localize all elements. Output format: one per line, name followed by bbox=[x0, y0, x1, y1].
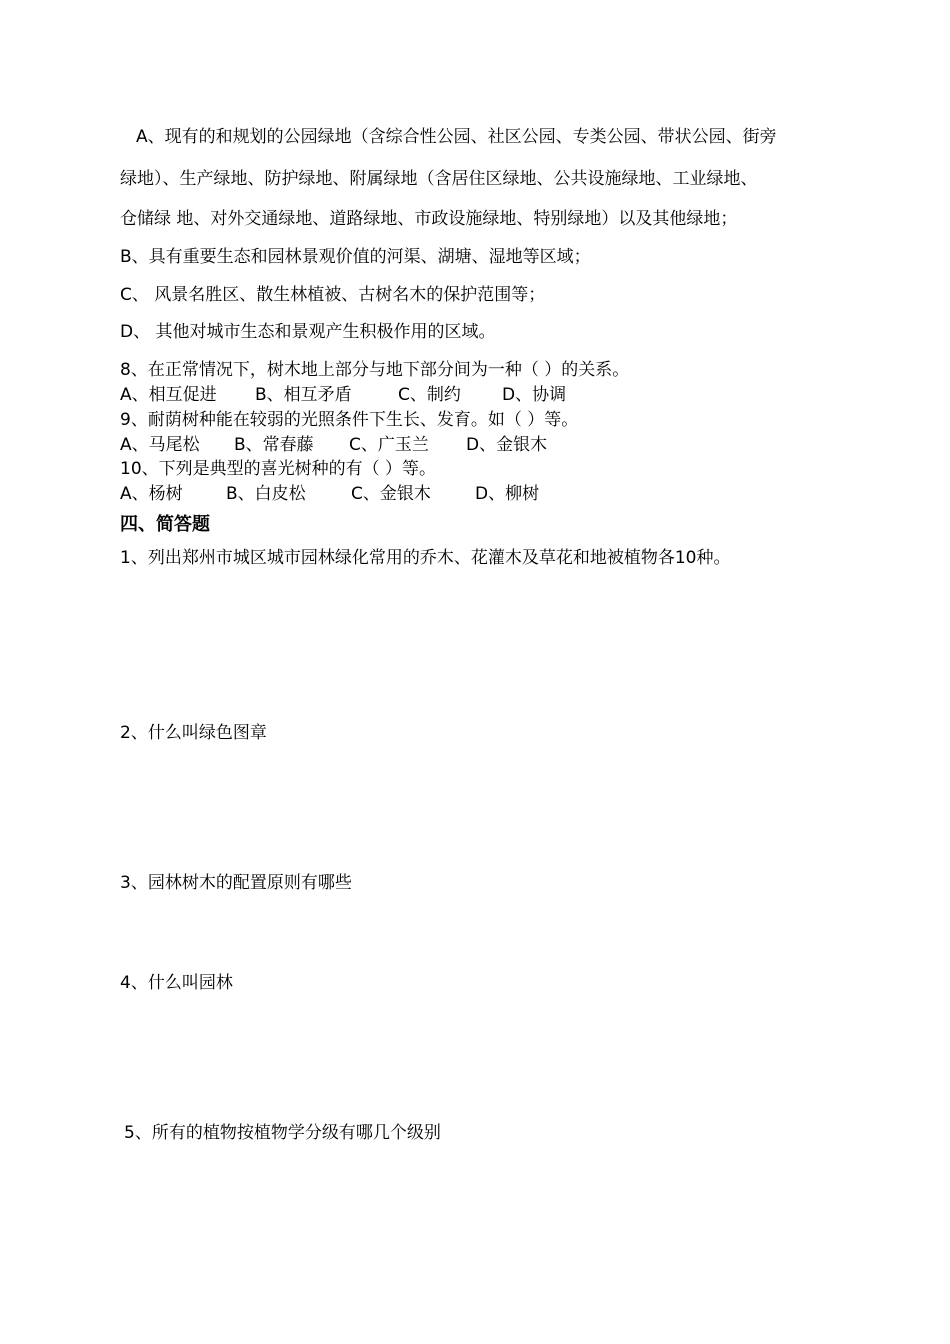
option-a-line-1: A、现有的和规划的公园绿地（含综合性公园、社区公园、专类公园、带状公园、街旁 bbox=[136, 127, 777, 147]
question-8-stem: 8、在正常情况下，树木地上部分与地下部分间为一种（ ）的关系。 bbox=[120, 360, 630, 380]
short-answer-question-5: 5、所有的植物按植物学分级有哪几个级别 bbox=[124, 1123, 441, 1143]
q9-option-c: C、广玉兰 bbox=[349, 435, 429, 455]
q8-option-d: D、协调 bbox=[502, 385, 567, 405]
q10-option-b: B、白皮松 bbox=[226, 484, 306, 504]
q9-option-b: B、常春藤 bbox=[234, 435, 314, 455]
short-answer-question-3: 3、园林树木的配置原则有哪些 bbox=[120, 873, 352, 893]
option-b: B、具有重要生态和园林景观价值的河渠、湖塘、湿地等区域； bbox=[120, 247, 591, 267]
short-answer-question-4: 4、什么叫园林 bbox=[120, 973, 233, 993]
q9-option-d: D、金银木 bbox=[466, 435, 548, 455]
option-d: D、 其他对城市生态和景观产生积极作用的区域。 bbox=[120, 322, 496, 342]
q8-option-b: B、相互矛盾 bbox=[255, 385, 352, 405]
q10-option-c: C、金银木 bbox=[351, 484, 431, 504]
question-8-options bbox=[120, 384, 566, 406]
question-10-stem: 10、下列是典型的喜光树种的有（ ）等。 bbox=[120, 459, 437, 479]
q8-option-c: C、制约 bbox=[398, 385, 461, 405]
q8-option-a: A、相互促进 bbox=[120, 385, 217, 405]
section-4-title: 四、简答题 bbox=[120, 514, 210, 535]
option-a-line-2: 绿地）、生产绿地、防护绿地、附属绿地（含居住区绿地、公共设施绿地、工业绿地、 bbox=[120, 169, 758, 189]
question-9-options bbox=[120, 434, 547, 456]
option-c: C、 风景名胜区、散生林植被、古树名木的保护范围等； bbox=[120, 285, 546, 305]
short-answer-question-1: 1、列出郑州市城区城市园林绿化常用的乔木、花灌木及草花和地被植物各10种。 bbox=[120, 548, 731, 568]
q10-option-a: A、杨树 bbox=[120, 484, 183, 504]
short-answer-question-2: 2、什么叫绿色图章 bbox=[120, 723, 267, 743]
question-9-stem: 9、耐荫树种能在较弱的光照条件下生长、发育。如（ ）等。 bbox=[120, 410, 579, 430]
option-a-line-3: 仓储绿 地、对外交通绿地、道路绿地、市政设施绿地、特别绿地）以及其他绿地； bbox=[120, 209, 738, 229]
q10-option-d: D、柳树 bbox=[475, 484, 540, 504]
q9-option-a: A、马尾松 bbox=[120, 435, 200, 455]
question-10-options bbox=[120, 483, 539, 505]
